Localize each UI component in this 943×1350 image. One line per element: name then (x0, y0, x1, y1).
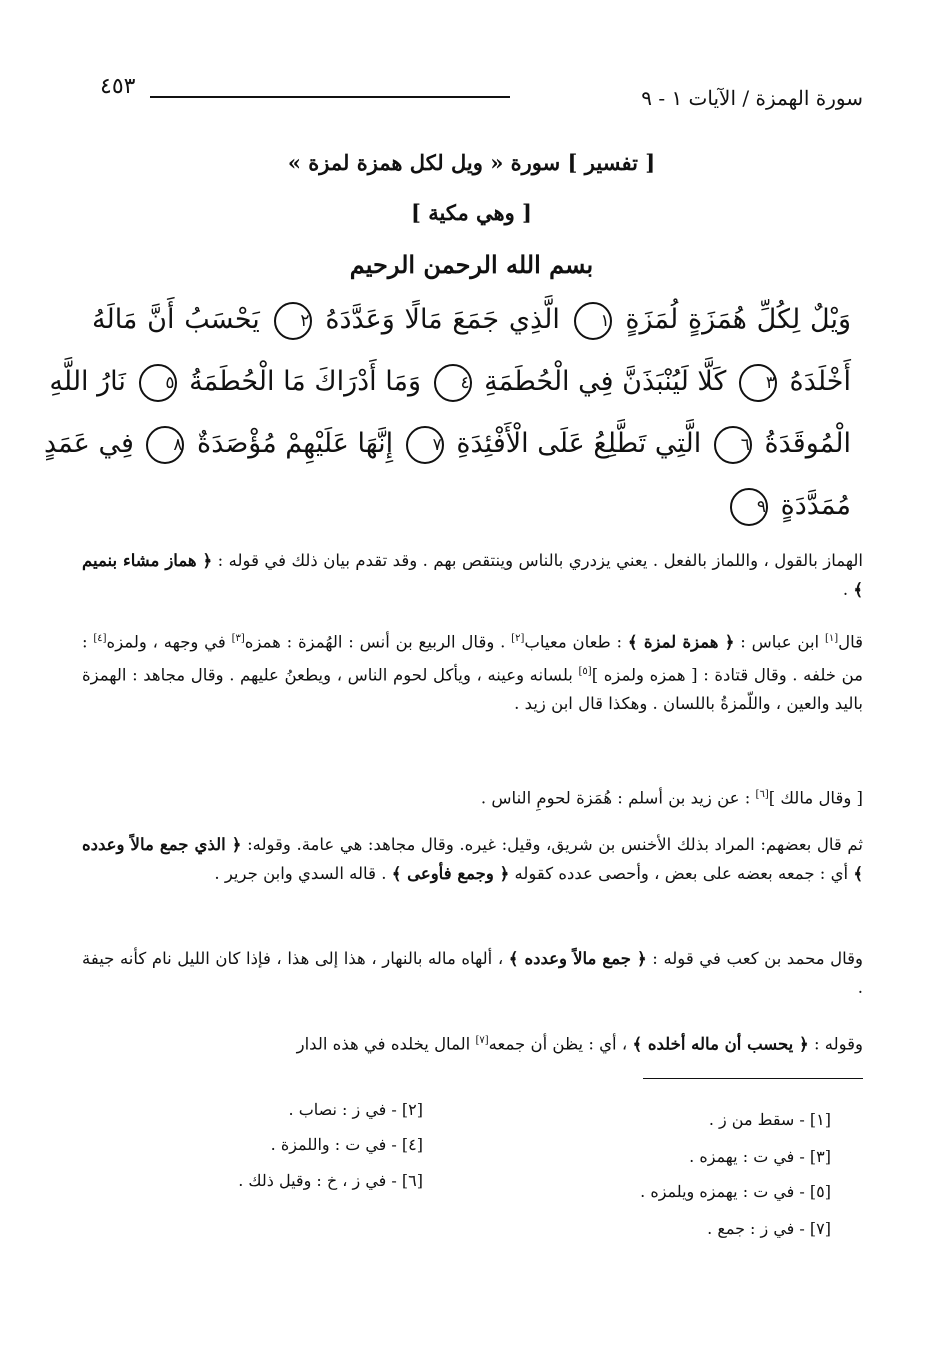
verse-text: وَمَا أَدْرَاكَ مَا الْحُطَمَةُ (189, 366, 421, 397)
paragraph-text: : طعان معياب (524, 632, 623, 652)
verse-text: وَيْلٌ لِكُلِّ هُمَزَةٍ لُمَزَةٍ (625, 304, 852, 335)
footnote-text: - في ت : واللمزة . (270, 1135, 402, 1154)
footnote-mark: [٧] (809, 1219, 831, 1238)
quran-quote: ﴿ وجمع فأوعى ﴾ (391, 864, 510, 883)
footnote-ref: [١] (824, 633, 839, 644)
surah-subtitle: [ وهي مكية ] (411, 200, 532, 225)
paragraph-text: : من خلفه . وقال قتادة : [ همزه ولمزه ] (82, 632, 863, 684)
footnote (707, 1219, 831, 1238)
footnote-ref: [٧] (475, 1035, 489, 1046)
footnote-ref: [٢] (511, 633, 525, 644)
paragraph-text: . وقال الربيع بن أنس : الهُمزة : همزه (244, 632, 506, 652)
footnote-mark: [١] (809, 1110, 831, 1129)
verse-number-marker: ٣ (739, 364, 777, 402)
verse-number-marker: ٧ (406, 426, 444, 464)
quran-quote: ﴿ هماز مشاء بنميم ﴾ (82, 551, 863, 599)
footnote (271, 1135, 423, 1154)
quran-quote: ﴿ همزة لمزة ﴾ (627, 632, 735, 652)
footnote (640, 1182, 831, 1201)
paragraph (82, 624, 863, 718)
basmala: بسم الله الرحمن الرحيم (349, 250, 594, 279)
verse-text: نَارُ اللَّهِ (49, 366, 126, 397)
footnote-ref: [٦] (755, 789, 769, 800)
verse-number-marker: ١ (574, 302, 612, 340)
verse-number-marker: ٤ (434, 364, 472, 402)
paragraph-text: في وجهه ، ولمزه (106, 632, 232, 652)
footnote-text: - في ت : يهمزه . (689, 1147, 810, 1166)
verse-text: يَحْسَبُ أَنَّ مَالَهُ (92, 304, 260, 335)
verse-text: إِنَّهَا عَلَيْهِمْ مُؤْصَدَةٌ (197, 428, 394, 459)
paragraph (82, 780, 863, 813)
footnote-text: - في ز : جمع . (707, 1219, 810, 1238)
paragraph-text: وقال محمد بن كعب في قوله : (652, 949, 864, 968)
paragraph-text: وقوله : (813, 1034, 863, 1054)
header-rule (150, 96, 510, 98)
footnote-ref: [٤] (93, 633, 107, 644)
footnote-mark: [٤] (401, 1135, 423, 1154)
verse-text: الَّذِي جَمَعَ مَالًا وَعَدَّدَهُ (325, 304, 560, 335)
verse-text: الْمُوقَدَةُ (764, 428, 851, 459)
verse-text: فِي عَمَدٍ (43, 428, 134, 459)
verse-line (43, 424, 851, 464)
footnote-text: - في ز : نصاب . (288, 1100, 402, 1119)
verse-text: أَخْلَدَهُ (789, 366, 851, 397)
footnote-mark: [٣] (809, 1147, 831, 1166)
verse-line (92, 486, 851, 526)
paragraph-text: ثم قال بعضهم: المراد بذلك الأخنس بن شريق، وقيل: غيره. وقال مجاهد: هي عامة. وقوله: (247, 835, 863, 854)
verse-text: مُمَدَّدَةٍ (780, 490, 851, 521)
verse-text: الَّتِي تَطَّلِعُ عَلَى الْأَفْئِدَةِ (456, 428, 702, 459)
footnote-text: - في ت : يهمزه ويلمزه . (640, 1182, 810, 1201)
paragraph (82, 830, 863, 888)
verse-number-marker: ٨ (146, 426, 184, 464)
paragraph-text: : عن زيد بن أسلم : هُمَزة لحومِ الناس . (480, 788, 756, 808)
paragraph-text: [ وقال مالك ] (768, 788, 863, 808)
paragraph: الهماز بالقول ، واللماز بالفعل . يعني يزدري بالناس وينتقص بهم . وقد تقدم بيان ذلك في قوله : ﴿ هماز مشاء بنميم ﴾ . (82, 551, 863, 599)
quran-quote: ﴿ الذي جمع مالاً وعدده ﴾ (82, 835, 863, 883)
footnote-text: - في ز ، خ : وقيل ذلك . (238, 1171, 402, 1190)
paragraph-text: ، ألهاه ماله بالنهار ، هذا إلى هذا ، فإذا كان الليل نام كأنه جيفة . (82, 949, 863, 997)
footnote (289, 1100, 423, 1119)
verse-number-marker: ٩ (730, 488, 768, 526)
surah-title: [ تفسير ] سورة « ويل لكل همزة لمزة » (287, 150, 656, 175)
paragraph-text: ابن عباس : (740, 632, 825, 652)
page-number: ٤٥٣ (100, 74, 136, 99)
footnote-text: - سقط من ز . (708, 1110, 810, 1129)
footnote-mark: [٥] (809, 1182, 831, 1201)
footnote-mark: [٢] (401, 1100, 423, 1119)
footnote-mark: [٦] (401, 1171, 423, 1190)
verse-number-marker: ٥ (139, 364, 177, 402)
quran-quote: ﴿ جمع مالاً وعدده ﴾ (508, 949, 647, 968)
footnote-rule (643, 1078, 863, 1079)
footnote-ref: [٥] (578, 665, 592, 677)
footnote-ref: [٣] (231, 633, 245, 644)
paragraph (82, 944, 863, 1002)
paragraph-text: قال (838, 632, 864, 652)
paragraph-text: أي : جمعه بعضه على بعض ، وأحصى عدده كقوله (514, 864, 849, 883)
paragraph-text: ، أي : يظن أن جمعه (488, 1034, 628, 1054)
paragraph-text: . قاله السدي وابن جرير . (214, 864, 387, 883)
paragraph-text: الهماز بالقول ، واللماز بالفعل . يعني يزدري بالناس وينتقص بهم . وقد تقدم بيان ذلك في قوله : (217, 551, 863, 570)
footnote (689, 1147, 831, 1166)
verse-line (92, 300, 851, 340)
verse-text: كَلَّا لَيُنْبَذَنَّ فِي الْحُطَمَةِ (484, 366, 727, 397)
verse-number-marker: ٢ (274, 302, 312, 340)
running-head: سورة الهمزة / الآيات ١ - ٩ (641, 86, 863, 110)
paragraph (82, 1026, 863, 1059)
quran-quote: ﴿ يحسب أن ماله أخلده ﴾ (632, 1034, 809, 1054)
verse-number-marker: ٦ (714, 426, 752, 464)
footnote (709, 1110, 831, 1129)
footnote (238, 1171, 423, 1190)
verse-line (49, 362, 851, 402)
paragraph-text: المال يخلده في هذه الدار (296, 1034, 476, 1054)
paragraph-text: بلسانه وعينه ، ويأكل لحوم الناس ، ويطعنُ عليهم . وقال مجاهد : الهمزة باليد والعين ، واللّمزةُ باللسان . وهكذا قال ابن زيد . (82, 665, 863, 713)
